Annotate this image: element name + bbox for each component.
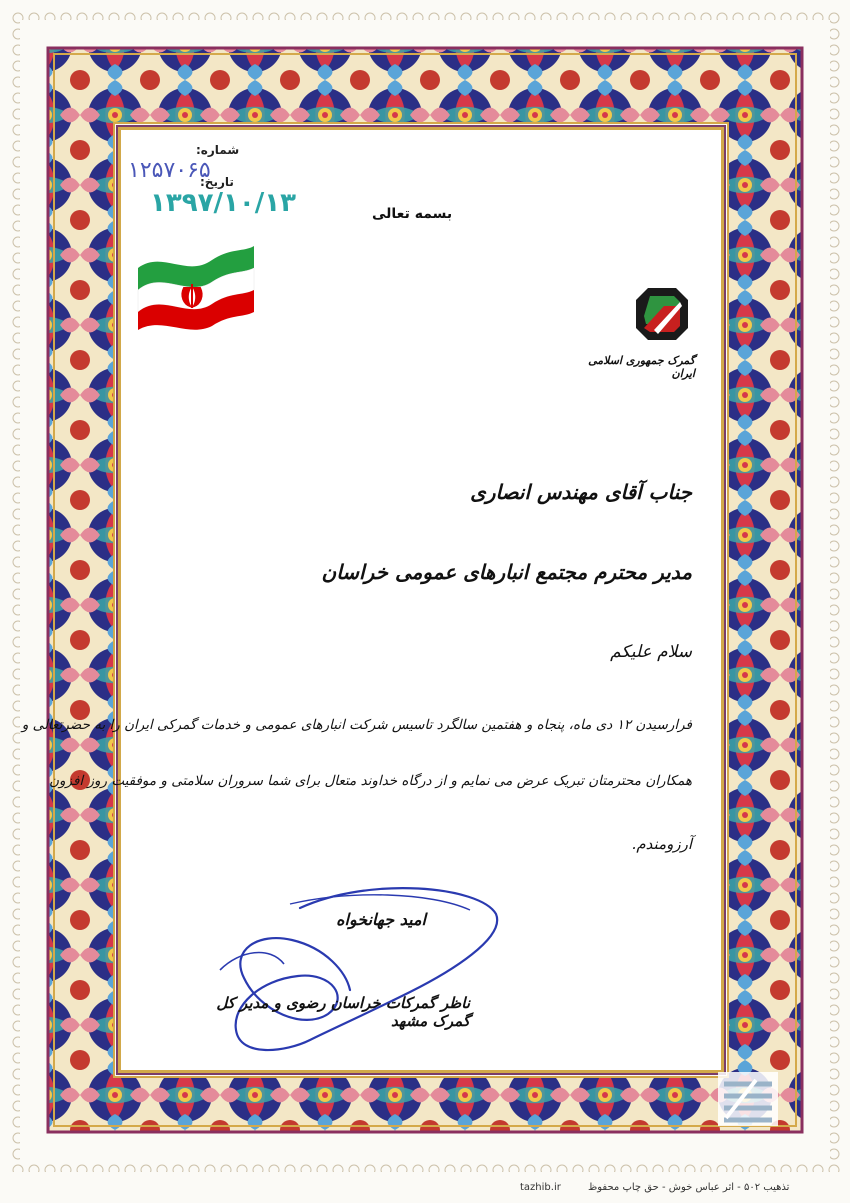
recipient-name: جناب آقای مهندس انصاری <box>470 480 692 504</box>
iran-flag-icon <box>132 238 260 330</box>
number-value: ۱۲۵۷۰۶۵ <box>128 158 211 183</box>
body-line-2: همکاران محترمتان تبریک عرض می نمایم و از درگاه خداوند متعال برای شما سروران سلامتی و موفقیت روز افزون <box>49 773 692 789</box>
signer-title: ناظر گمرکات خراسان رضوی و مدیر کل گمرک مشهد <box>216 994 470 1030</box>
watermark-logo-icon <box>716 1070 780 1128</box>
greeting: سلام علیکم <box>610 642 692 662</box>
logo-caption: گمرک جمهوری اسلامی ایران <box>588 354 695 380</box>
date-value: ۱۳۹۷/۱۰/۱۳ <box>150 188 296 218</box>
body-line-3: آرزومندم. <box>631 835 692 853</box>
signer-name: امید جهانخواه <box>336 910 426 929</box>
handwritten-signature <box>200 880 510 1060</box>
bismillah: بسمه تعالی <box>372 206 453 222</box>
customs-logo-icon <box>632 284 692 344</box>
number-label: شماره: <box>196 143 240 157</box>
footer-credit: تذهیب ۵۰۲ - اثر عباس خوش - حق چاپ محفوظ <box>588 1182 790 1193</box>
footer-site: tazhib.ir <box>520 1182 561 1193</box>
body-line-1: فرارسیدن ۱۲ دی ماه، پنجاه و هفتمین سالگرد تاسیس شرکت انبارهای عمومی و خدمات گمرکی ایران را به حضرتعالی و <box>21 717 692 733</box>
date-label: تاریخ: <box>200 175 234 189</box>
recipient-title: مدیر محترم مجتمع انبارهای عمومی خراسان <box>321 560 692 584</box>
